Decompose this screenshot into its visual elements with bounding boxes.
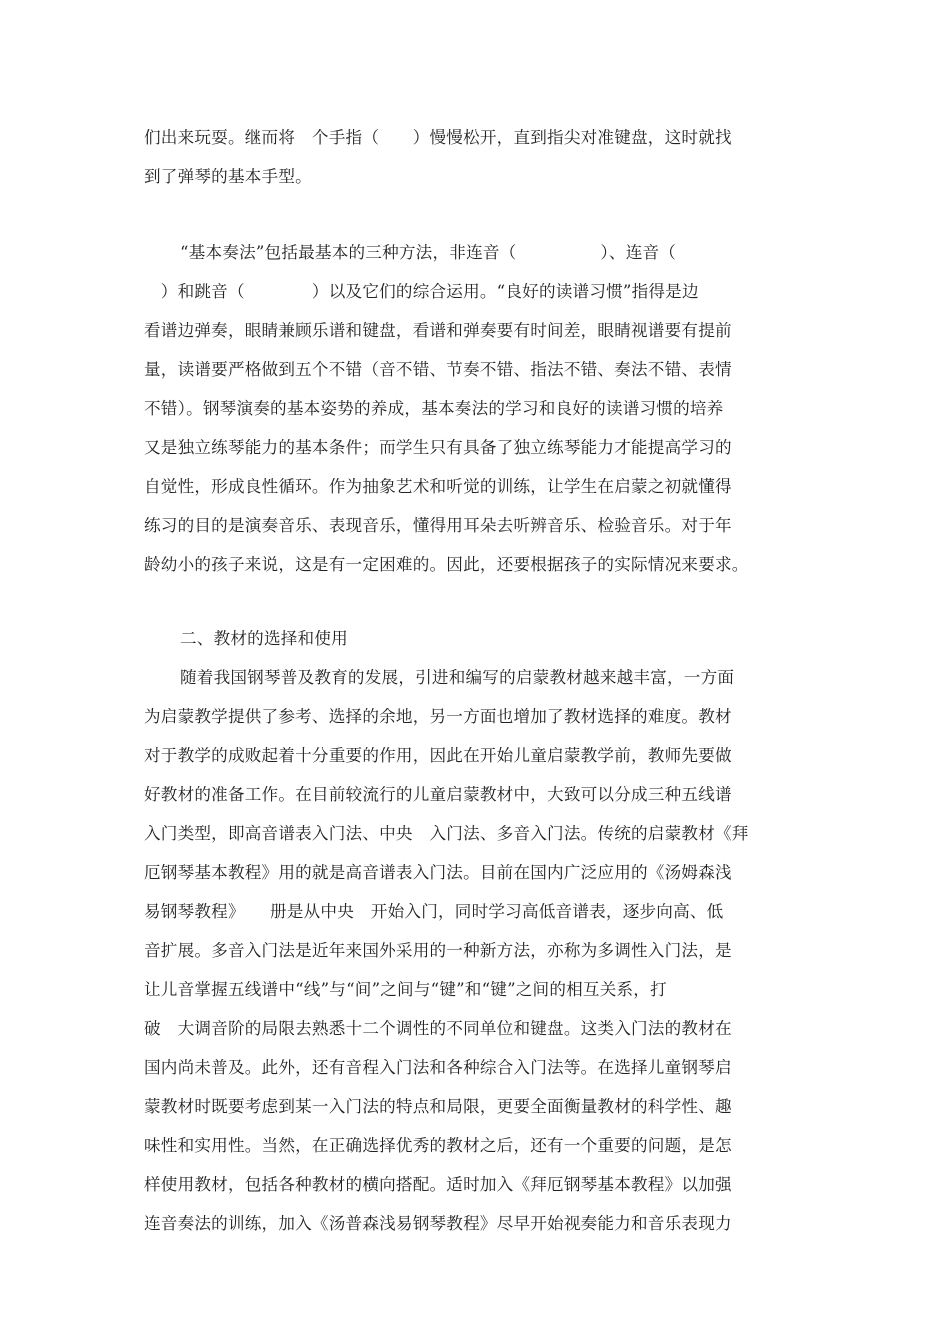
text-line: 不错）。钢琴演奏的基本姿势的养成，基本奏法的学习和良好的读谱习惯的培养 — [144, 399, 724, 418]
text-line: 对于教学的成败起着十分重要的作用，因此在开始儿童启蒙教学前，教师先要做 — [144, 746, 732, 765]
text-line: 破 大调音阶的局限去熟悉十二个调性的不同单位和键盘。这类入门法的教材在 — [144, 1019, 732, 1038]
text-line: 易钢琴教程》 册是从中央 开始入门，同时学习高低音谱表，逐步向高、低 — [144, 902, 724, 921]
text-line: 入门类型，即高音谱表入门法、中央 入门法、多音入门法。传统的启蒙教材《拜 — [144, 824, 749, 843]
text-line: 练习的目的是演奏音乐、表现音乐，懂得用耳朵去听辨音乐、检验音乐。对于年 — [144, 516, 732, 535]
text-line: 连音奏法的训练，加入《汤普森浅易钢琴教程》尽早开始视奏能力和音乐表现力 — [144, 1214, 732, 1233]
text-line: 味性和实用性。当然，在正确选择优秀的教材之后，还有一个重要的问题，是怎 — [144, 1136, 732, 1155]
text-line: 音扩展。多音入门法是近年来国外采用的一种新方法，亦称为多调性入门法，是 — [144, 941, 732, 960]
text-line: 国内尚未普及。此外，还有音程入门法和各种综合入门法等。在选择儿童钢琴启 — [144, 1058, 732, 1077]
text-line: 自觉性，形成良性循环。作为抽象艺术和听觉的训练，让学生在启蒙之初就懂得 — [144, 477, 732, 496]
text-line: “基本奏法”包括最基本的三种方法，非连音（ ）、连音（ — [180, 243, 677, 262]
text-line: 让儿音掌握五线谱中“线”与“间”之间与“键”和“键”之间的相互关系，打 — [144, 980, 667, 999]
section-heading: 二、教材的选择和使用 — [180, 629, 348, 648]
text-line: 们出来玩耍。继而将 个手指（ ）慢慢松开，直到指尖对准键盘，这时就找 — [144, 128, 732, 147]
text-line: 厄钢琴基本教程》用的就是高音谱表入门法。目前在国内广泛应用的《汤姆森浅 — [144, 863, 732, 882]
text-line: 为启蒙教学提供了参考、选择的余地，另一方面也增加了教材选择的难度。教材 — [144, 707, 732, 726]
text-line: ）和跳音（ ）以及它们的综合运用。“良好的读谱习惯”指得是边 — [144, 282, 699, 301]
text-line: 好教材的准备工作。在目前较流行的儿童启蒙教材中，大致可以分成三种五线谱 — [144, 785, 732, 804]
text-line: 样使用教材，包括各种教材的横向搭配。适时加入《拜厄钢琴基本教程》以加强 — [144, 1175, 732, 1194]
text-line: 又是独立练琴能力的基本条件；而学生只有具备了独立练琴能力才能提高学习的 — [144, 438, 732, 457]
text-line: 随着我国钢琴普及教育的发展，引进和编写的启蒙教材越来越丰富，一方面 — [180, 668, 735, 687]
text-line: 看谱边弹奏，眼睛兼顾乐谱和键盘，看谱和弹奏要有时间差，眼睛视谱要有提前 — [144, 321, 732, 340]
text-line: 量，读谱要严格做到五个不错（音不错、节奏不错、指法不错、奏法不错、表情 — [144, 360, 732, 379]
text-line: 蒙教材时既要考虑到某一入门法的特点和局限，更要全面衡量教材的科学性、趣 — [144, 1097, 732, 1116]
text-line: 龄幼小的孩子来说，这是有一定困难的。因此，还要根据孩子的实际情况来要求。 — [144, 555, 749, 574]
text-line: 到了弹琴的基本手型。 — [144, 167, 312, 186]
